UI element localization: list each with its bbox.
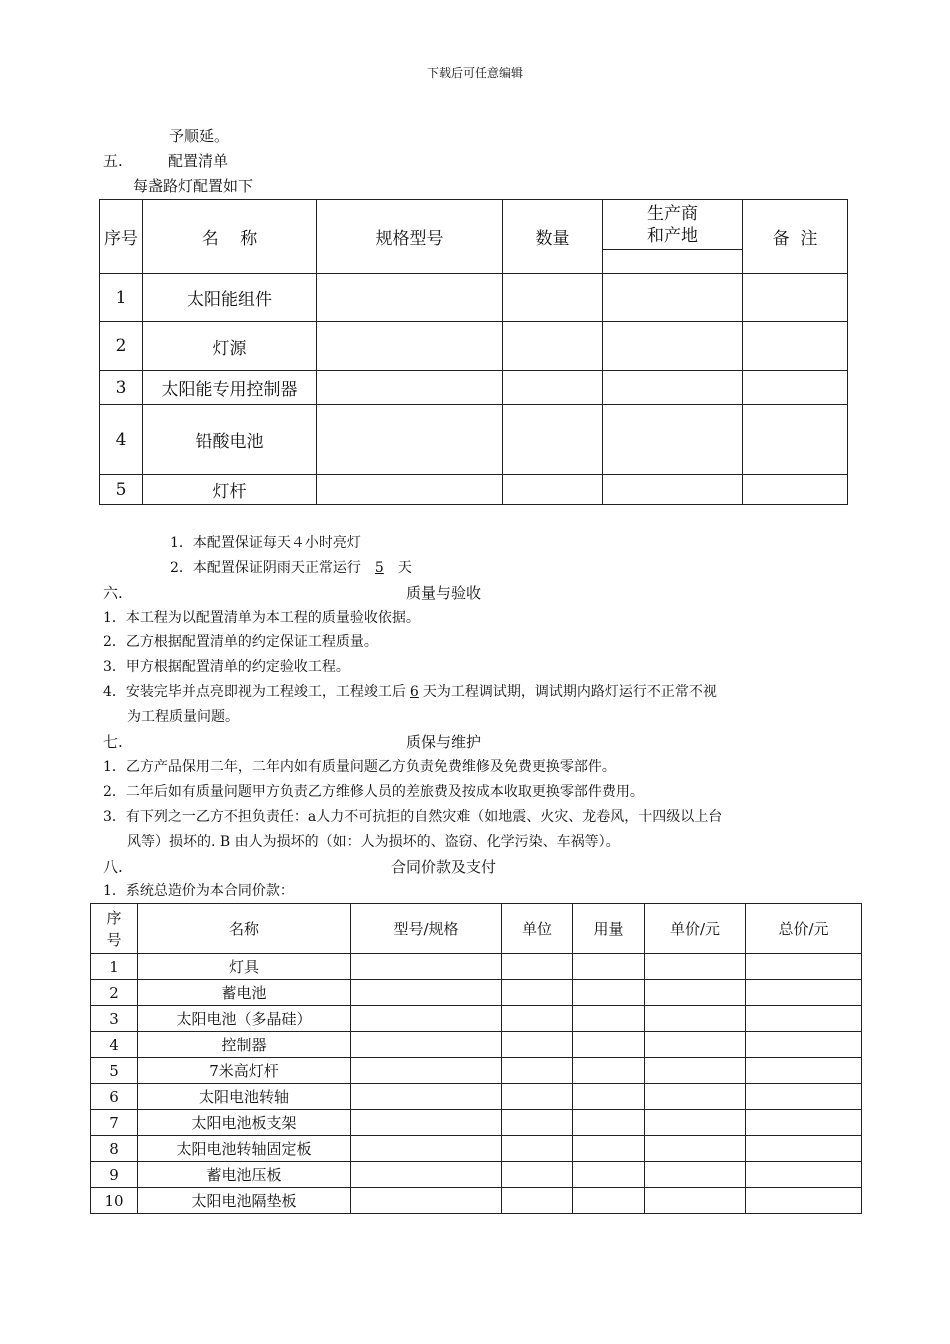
price-cell-name: 太阳电池转轴固定板 [138, 1136, 351, 1162]
price-cell-seq: 6 [91, 1084, 138, 1110]
price-cell-qty [573, 1188, 645, 1214]
config-header-maker-sub [603, 250, 743, 274]
config-note-2-text: 2．本配置保证阴雨天正常运行 [170, 560, 361, 576]
price-cell-seq: 9 [91, 1162, 138, 1188]
config-note-2 [170, 558, 412, 578]
price-cell-model [351, 1188, 502, 1214]
section-6-item-1: 1．本工程为以配置清单为本工程的质量验收依据。 [103, 610, 420, 626]
page-header: 下载后可任意编辑 [426, 66, 523, 80]
price-cell-price [645, 1188, 746, 1214]
section-6-item-2: 2．乙方根据配置清单的约定保证工程质量。 [103, 634, 378, 650]
config-header-spec: 规格型号 [317, 200, 503, 274]
price-row [91, 1136, 862, 1162]
price-table [90, 903, 862, 1214]
section-5-subtitle: 每盏路灯配置如下 [133, 177, 254, 195]
price-cell-qty [573, 1058, 645, 1084]
price-cell-price [645, 1058, 746, 1084]
config-table [99, 199, 848, 505]
config-header-name: 名 称 [143, 200, 317, 274]
config-cell-name: 灯杆 [143, 475, 317, 505]
price-cell-unit [502, 1006, 573, 1032]
price-row [91, 1058, 862, 1084]
section-6-title: 质量与验收 [406, 584, 482, 602]
price-row [91, 1188, 862, 1214]
price-cell-unit [502, 1162, 573, 1188]
price-cell-model [351, 1136, 502, 1162]
price-cell-price [645, 1084, 746, 1110]
config-cell-maker [603, 371, 743, 405]
config-cell-name: 太阳能组件 [143, 274, 317, 322]
price-cell-unit [502, 954, 573, 980]
rainy-days-value: 5 [374, 560, 384, 576]
price-cell-name: 控制器 [138, 1032, 351, 1058]
price-header-qty: 用量 [573, 904, 645, 954]
price-row [91, 1006, 862, 1032]
section-6-item-3: 3．甲方根据配置清单的约定验收工程。 [103, 659, 350, 675]
price-cell-seq: 8 [91, 1136, 138, 1162]
price-cell-price [645, 1162, 746, 1188]
section-7-item-1: 1．乙方产品保用二年，二年内如有质量问题乙方负责免费维修及免费更换零部件。 [103, 759, 616, 775]
price-cell-qty [573, 1084, 645, 1110]
config-cell-spec [317, 475, 503, 505]
config-row [100, 475, 848, 505]
price-cell-total [746, 980, 862, 1006]
price-cell-model [351, 1032, 502, 1058]
price-header-name: 名称 [138, 904, 351, 954]
price-cell-unit [502, 980, 573, 1006]
price-header-total: 总价/元 [746, 904, 862, 954]
config-cell-remark [743, 405, 848, 475]
section-7-number: 七. [103, 733, 123, 751]
price-header-seq: 序 号 [91, 904, 138, 954]
config-cell-maker [603, 475, 743, 505]
price-header-unit: 单位 [502, 904, 573, 954]
config-header-remark: 备 注 [743, 200, 848, 274]
config-cell-seq: 5 [100, 475, 143, 505]
section-7-title: 质保与维护 [406, 733, 482, 751]
config-cell-spec [317, 371, 503, 405]
price-cell-qty [573, 1032, 645, 1058]
price-cell-model [351, 954, 502, 980]
section-6-item-4 [103, 682, 717, 702]
config-cell-maker [603, 322, 743, 371]
price-cell-qty [573, 954, 645, 980]
config-cell-spec [317, 405, 503, 475]
section-6-number: 六. [103, 584, 123, 602]
config-row [100, 274, 848, 322]
section-7-item-2: 2．二年后如有质量问题甲方负责乙方维修人员的差旅费及按成本收取更换零部件费用。 [103, 784, 644, 800]
price-cell-price [645, 1110, 746, 1136]
config-cell-qty [503, 475, 603, 505]
price-row [91, 980, 862, 1006]
section-6-item-4-rest: 天为工程调试期，调试期内路灯运行不正常不视 [422, 684, 717, 700]
price-cell-unit [502, 1110, 573, 1136]
price-cell-qty [573, 1110, 645, 1136]
config-cell-maker [603, 405, 743, 475]
price-cell-unit [502, 1188, 573, 1214]
price-row [91, 1162, 862, 1188]
config-cell-name: 灯源 [143, 322, 317, 371]
price-row [91, 1032, 862, 1058]
price-cell-qty [573, 1006, 645, 1032]
config-cell-maker [603, 274, 743, 322]
price-cell-seq: 3 [91, 1006, 138, 1032]
price-cell-total [746, 1136, 862, 1162]
price-cell-unit [502, 1058, 573, 1084]
price-header-model: 型号/规格 [351, 904, 502, 954]
config-cell-remark [743, 274, 848, 322]
price-cell-seq: 5 [91, 1058, 138, 1084]
price-cell-qty [573, 1136, 645, 1162]
section-8-item-1: 1．系统总造价为本合同价款： [103, 883, 294, 899]
config-cell-name: 太阳能专用控制器 [143, 371, 317, 405]
price-cell-unit [502, 1084, 573, 1110]
price-cell-price [645, 980, 746, 1006]
config-cell-seq: 3 [100, 371, 143, 405]
config-cell-remark [743, 322, 848, 371]
config-row [100, 322, 848, 371]
config-cell-seq: 2 [100, 322, 143, 371]
price-cell-unit [502, 1032, 573, 1058]
price-cell-total [746, 1162, 862, 1188]
price-cell-model [351, 1162, 502, 1188]
config-row [100, 371, 848, 405]
section-6-item-4-cont: 为工程质量问题。 [127, 709, 239, 725]
price-header-price: 单价/元 [645, 904, 746, 954]
price-cell-total [746, 1032, 862, 1058]
price-cell-price [645, 954, 746, 980]
price-cell-model [351, 1006, 502, 1032]
config-cell-spec [317, 274, 503, 322]
price-cell-price [645, 1032, 746, 1058]
config-header-seq: 序号 [100, 200, 143, 274]
price-cell-model [351, 1058, 502, 1084]
price-cell-name: 7米高灯杆 [138, 1058, 351, 1084]
price-cell-name: 太阳电池转轴 [138, 1084, 351, 1110]
config-row [100, 405, 848, 475]
section-6-item-4-text: 4．安装完毕并点亮即视为工程竣工，工程竣工后 [103, 684, 406, 700]
price-row [91, 1110, 862, 1136]
price-cell-name: 蓄电池压板 [138, 1162, 351, 1188]
config-cell-qty [503, 371, 603, 405]
config-header-qty: 数量 [503, 200, 603, 274]
config-cell-spec [317, 322, 503, 371]
price-row [91, 954, 862, 980]
price-cell-price [645, 1136, 746, 1162]
price-cell-qty [573, 980, 645, 1006]
price-cell-model [351, 1110, 502, 1136]
config-cell-qty [503, 322, 603, 371]
debug-days-value: 6 [409, 684, 419, 700]
price-cell-total [746, 1110, 862, 1136]
config-cell-name: 铅酸电池 [143, 405, 317, 475]
price-cell-seq: 2 [91, 980, 138, 1006]
price-cell-total [746, 954, 862, 980]
price-cell-unit [502, 1136, 573, 1162]
section-5-number: 五. [103, 152, 123, 170]
price-cell-model [351, 980, 502, 1006]
config-cell-seq: 4 [100, 405, 143, 475]
config-cell-qty [503, 405, 603, 475]
price-cell-total [746, 1006, 862, 1032]
config-cell-remark [743, 371, 848, 405]
config-header-maker: 生产商 和产地 [603, 200, 743, 250]
config-cell-qty [503, 274, 603, 322]
config-note-1: 1．本配置保证每天４小时亮灯 [170, 535, 361, 551]
price-cell-model [351, 1084, 502, 1110]
price-cell-qty [573, 1162, 645, 1188]
price-row [91, 1084, 862, 1110]
price-cell-seq: 1 [91, 954, 138, 980]
price-cell-seq: 10 [91, 1188, 138, 1214]
price-cell-total [746, 1084, 862, 1110]
price-cell-name: 太阳电池隔垫板 [138, 1188, 351, 1214]
config-cell-remark [743, 475, 848, 505]
price-cell-total [746, 1058, 862, 1084]
price-cell-name: 蓄电池 [138, 980, 351, 1006]
config-note-2-unit: 天 [397, 560, 412, 576]
price-cell-name: 太阳电池板支架 [138, 1110, 351, 1136]
price-cell-total [746, 1188, 862, 1214]
config-cell-seq: 1 [100, 274, 143, 322]
price-cell-seq: 4 [91, 1032, 138, 1058]
section-8-title: 合同价款及支付 [391, 858, 497, 876]
price-cell-seq: 7 [91, 1110, 138, 1136]
section-8-number: 八. [103, 858, 123, 876]
price-cell-price [645, 1006, 746, 1032]
section-5-title: 配置清单 [168, 152, 229, 170]
section-7-item-3-cont: 风等）损坏的. B 由人为损坏的（如：人为损坏的、盗窃、化学污染、车祸等）。 [127, 834, 620, 850]
price-cell-name: 灯具 [138, 954, 351, 980]
continued-text: 予顺延。 [169, 127, 230, 145]
section-7-item-3: 3．有下列之一乙方不担负责任：a人力不可抗拒的自然灾难（如地震、火灾、龙卷风，十四级以上台 [103, 809, 723, 825]
price-cell-name: 太阳电池（多晶硅） [138, 1006, 351, 1032]
